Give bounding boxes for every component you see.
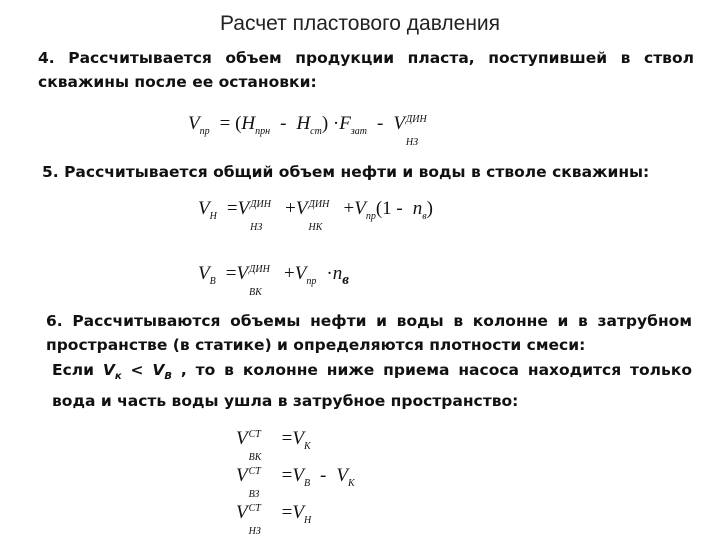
formula-water-volume: $V_В =V$ ДИН ВК $+V_{пр} \cdot n_в$	[198, 263, 349, 298]
formula-static-nz: V СТ НЗ $=V_Н$	[236, 502, 312, 537]
formula-total-volume: $V_Н =V$ ДИН НЗ +V ДИН НК $+V_{пр}(1 - n_в)$	[198, 198, 433, 233]
step-4-label: 4. Рассчитывается объем продукции пласта, поступившей в ствол скважины после ее остановки:	[38, 49, 694, 91]
step-5-text: 5. Рассчитывается общий объем нефти и воды в стволе скважины:	[42, 163, 650, 181]
formula-static-vk: V СТ ВК $=V_К$	[236, 428, 311, 463]
formula-production-volume: $V_{пр} = (H_{прн} - H_{ст}) \cdot F_{зат} - V$ ДИН НЗ	[188, 113, 427, 148]
condition-text: Если $V_к < V_В$ , то в колонне ниже приема насоса находится только вода и часть воды ушла в затрубное пространство:	[52, 361, 693, 411]
formula-static-vz: V СТ ВЗ $=V_В - V_К$	[236, 465, 355, 500]
step-6-text: 6. Рассчитываются объемы нефти и воды в колонне и в затрубном пространстве (в статике) и определяются плотности смеси:	[46, 312, 692, 354]
step-4-text	[38, 46, 694, 94]
page-title: Расчет пластового давления	[219, 12, 501, 35]
